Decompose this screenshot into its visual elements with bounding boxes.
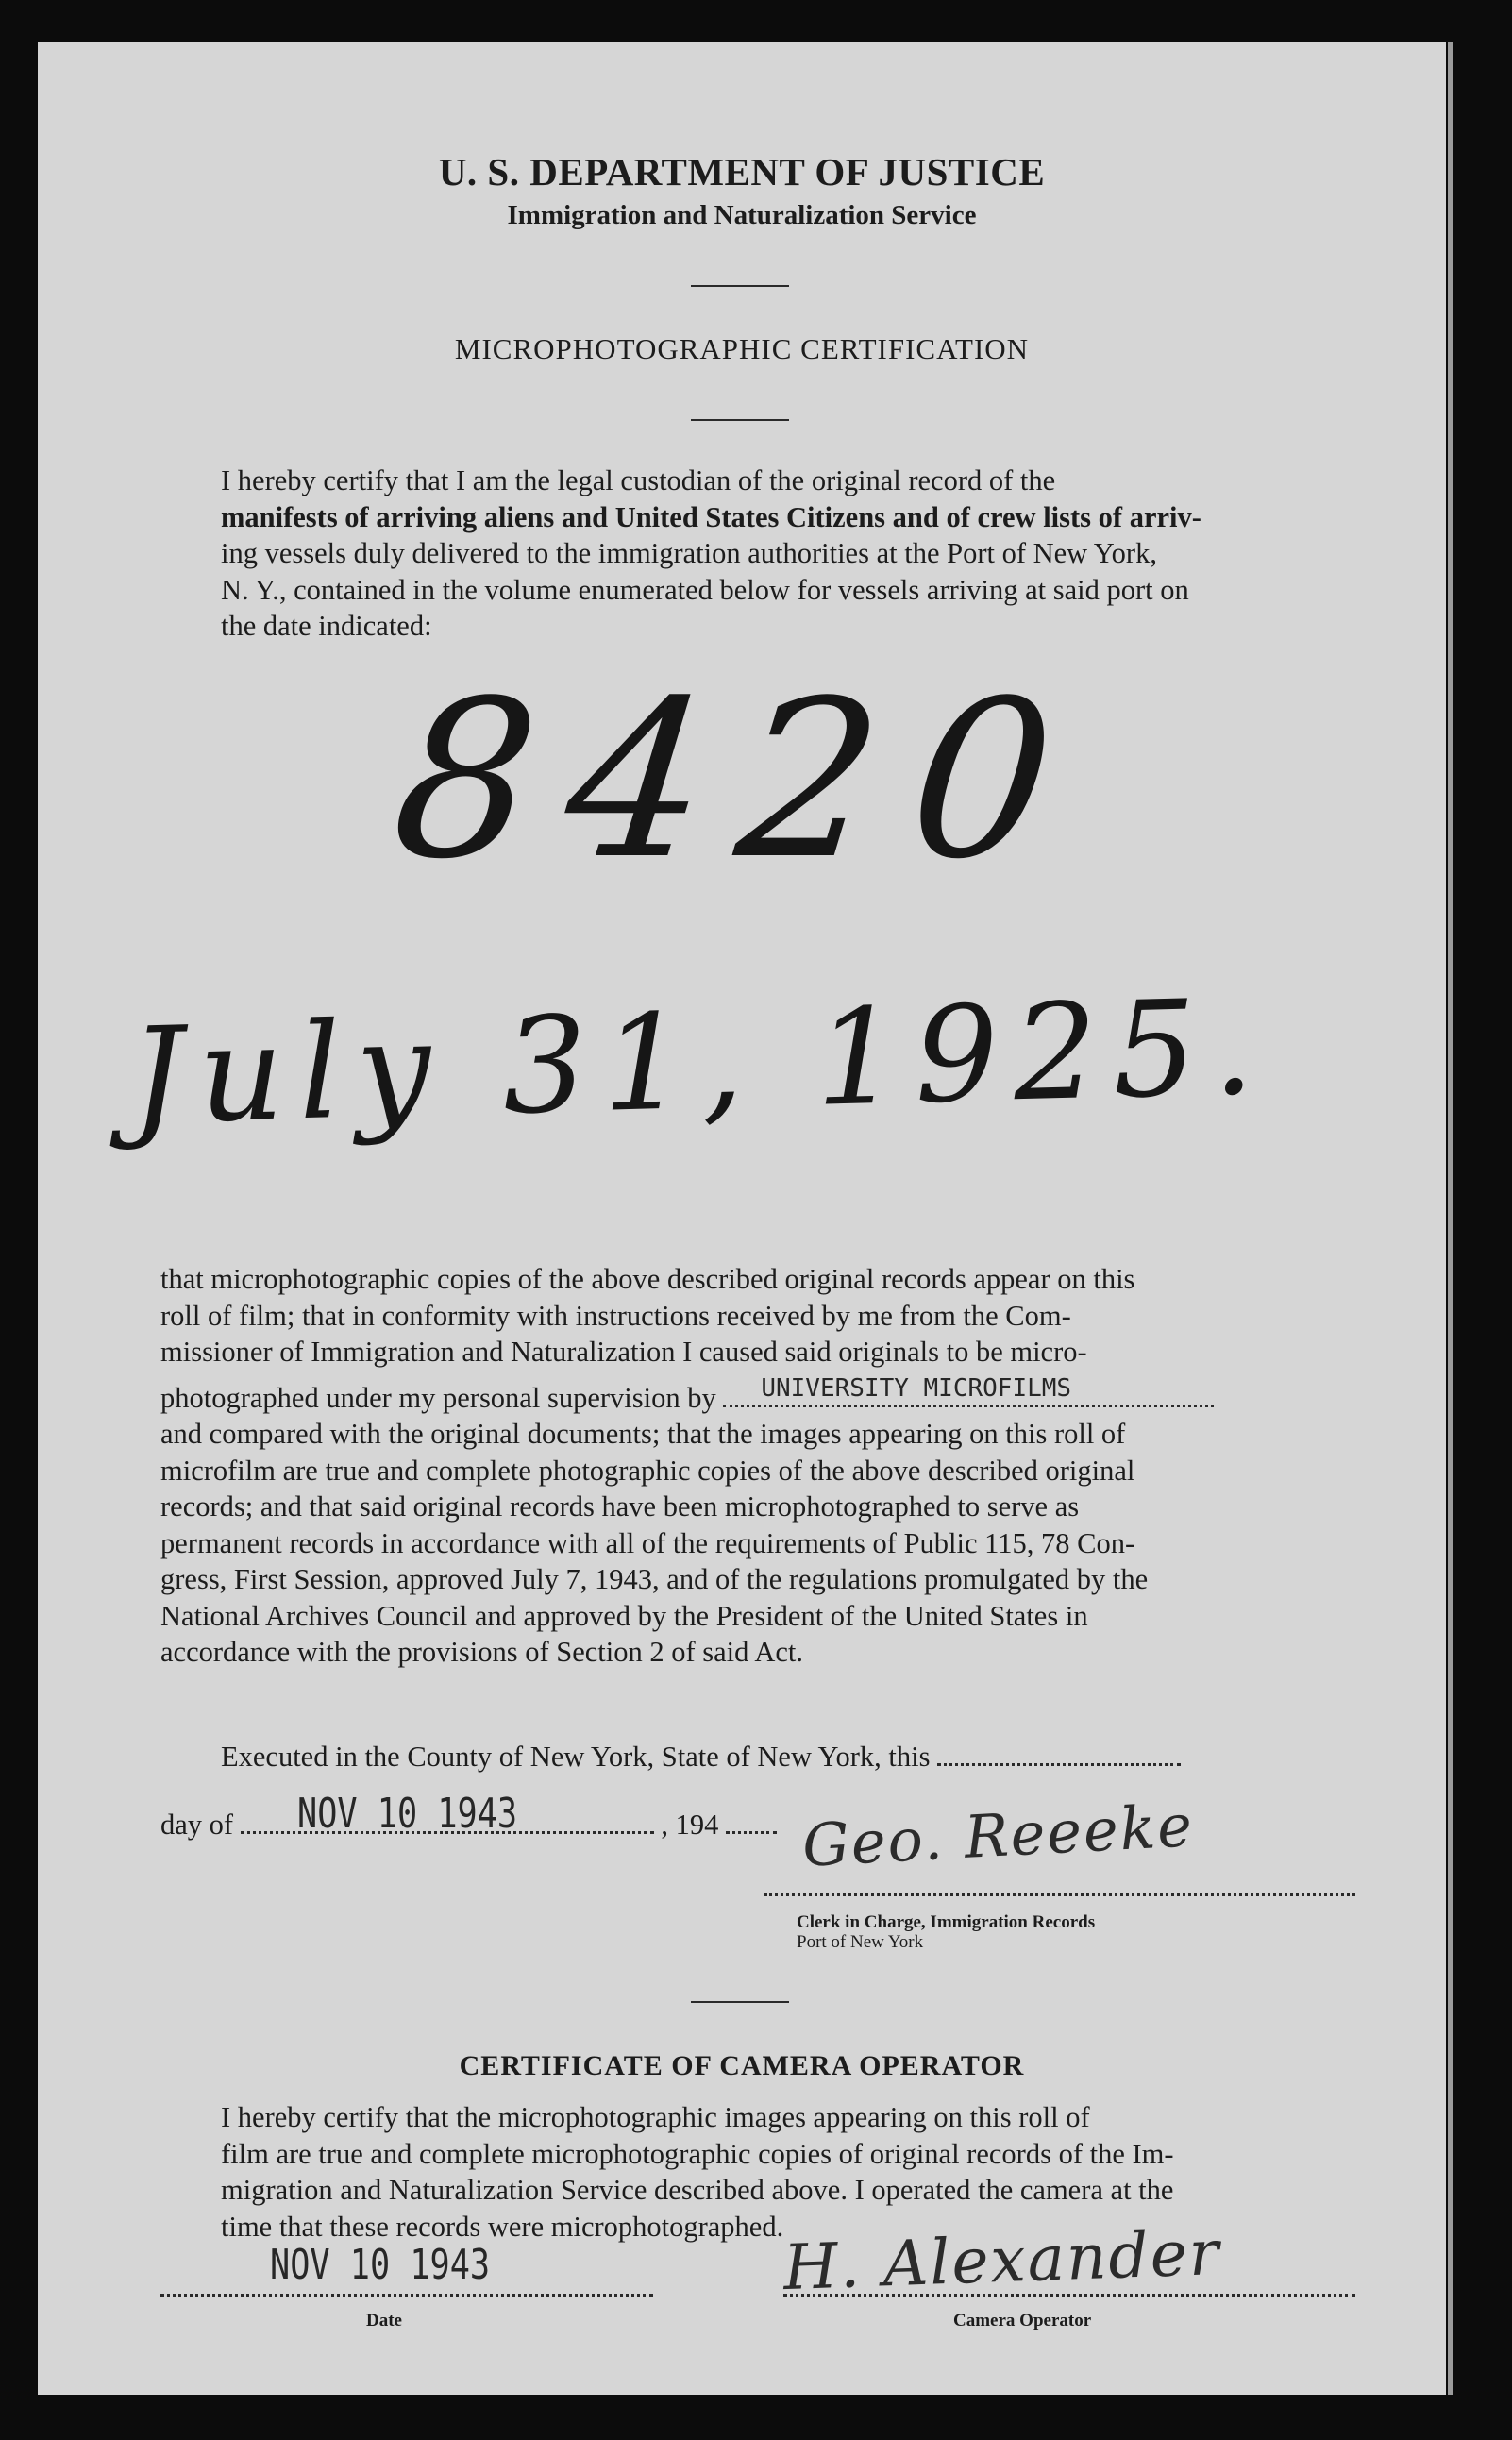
paragraph-line: gress, First Session, approved July 7, 1943, and of the regulations promulgated by the bbox=[160, 1563, 1149, 1595]
supervision-line bbox=[160, 1373, 1319, 1417]
paragraph-line: microfilm are true and complete photographic copies of the above described original bbox=[160, 1454, 1135, 1487]
clerk-signature-line bbox=[764, 1893, 1355, 1896]
paragraph-line: time that these records were microphotographed. bbox=[221, 2210, 784, 2243]
paragraph-line: records; and that said original records have been microphotographed to serve as bbox=[160, 1490, 1080, 1523]
executed-text: Executed in the County of New York, State of New York, this bbox=[221, 1741, 931, 1773]
camera-operator-signature: H. Alexander bbox=[781, 2215, 1222, 2305]
operator-date-stamp: NOV 10 1943 bbox=[270, 2241, 491, 2289]
paragraph-line: the date indicated: bbox=[221, 610, 432, 642]
handwritten-arrival-date: July 31, 1925. bbox=[128, 970, 1271, 1154]
custodian-paragraph bbox=[160, 463, 1319, 645]
paragraph-line: film are true and complete microphotographic copies of original records of the Im- bbox=[221, 2137, 1174, 2170]
divider bbox=[691, 2001, 789, 2003]
paragraph-line: National Archives Council and approved by the President of the United States in bbox=[160, 1599, 1088, 1632]
execution-line bbox=[221, 1741, 1181, 1774]
service-subheading: Immigration and Naturalization Service bbox=[507, 200, 977, 230]
microfilm-paragraph bbox=[160, 1261, 1319, 1671]
department-heading: U. S. DEPARTMENT OF JUSTICE bbox=[438, 150, 1046, 194]
clerk-title-line: Clerk in Charge, Immigration Records bbox=[797, 1912, 1096, 1932]
divider bbox=[691, 285, 789, 287]
page-edge-shadow bbox=[1448, 42, 1453, 2395]
paragraph-line: that microphotographic copies of the above described original records appear on this bbox=[160, 1263, 1135, 1295]
paragraph-line: roll of film; that in conformity with instructions received by me from the Com- bbox=[160, 1299, 1071, 1332]
operator-date-line bbox=[160, 2294, 653, 2297]
camera-operator-title: CERTIFICATE OF CAMERA OPERATOR bbox=[459, 2050, 1025, 2081]
supervisor-field bbox=[723, 1373, 1214, 1407]
paragraph-line: missioner of Immigration and Naturalization I caused said originals to be micro- bbox=[160, 1336, 1087, 1368]
clerk-signature: Geo. Reeeke bbox=[800, 1791, 1196, 1880]
operator-signature-line bbox=[783, 2294, 1355, 2297]
day-of-line bbox=[160, 1790, 777, 1842]
certificate-page bbox=[38, 42, 1446, 2395]
paragraph-line: ing vessels duly delivered to the immigration authorities at the Port of New York, bbox=[221, 537, 1157, 569]
day-of-label: day of bbox=[160, 1809, 234, 1841]
paragraph-line: migration and Naturalization Service described above. I operated the camera at the bbox=[221, 2174, 1174, 2206]
paragraph-line: N. Y., contained in the volume enumerated below for vessels arriving at said port on bbox=[221, 573, 1189, 606]
clerk-title-line: Port of New York bbox=[797, 1932, 924, 1952]
handwritten-volume-number: 8420 bbox=[382, 655, 1099, 907]
paragraph-line: permanent records in accordance with all of the requirements of Public 115, 78 Con- bbox=[160, 1526, 1135, 1559]
paragraph-line: I hereby certify that the microphotographic images appearing on this roll of bbox=[221, 2101, 1090, 2133]
camera-operator-label: Camera Operator bbox=[953, 2311, 1092, 2331]
supervision-prefix: photographed under my personal supervision by bbox=[160, 1381, 716, 1414]
day-field bbox=[937, 1742, 1181, 1766]
supervisor-stamp: UNIVERSITY MICROFILMS bbox=[761, 1373, 1072, 1403]
year-suffix: , 194 bbox=[661, 1809, 719, 1841]
execution-date-stamp: NOV 10 1943 bbox=[296, 1790, 517, 1838]
clerk-title bbox=[797, 1912, 1095, 1952]
paragraph-line: and compared with the original documents; that the images appearing on this roll of bbox=[160, 1418, 1126, 1450]
paragraph-line: accordance with the provisions of Section 2 of said Act. bbox=[160, 1636, 803, 1668]
date-field bbox=[241, 1790, 654, 1838]
paragraph-line: I hereby certify that I am the legal custodian of the original record of the bbox=[221, 464, 1056, 496]
paragraph-line: manifests of arriving aliens and United States Citizens and of crew lists of arriv- bbox=[221, 500, 1201, 533]
year-field bbox=[726, 1810, 777, 1834]
certification-title: MICROPHOTOGRAPHIC CERTIFICATION bbox=[454, 332, 1030, 365]
divider bbox=[691, 419, 789, 421]
date-label: Date bbox=[366, 2311, 402, 2331]
